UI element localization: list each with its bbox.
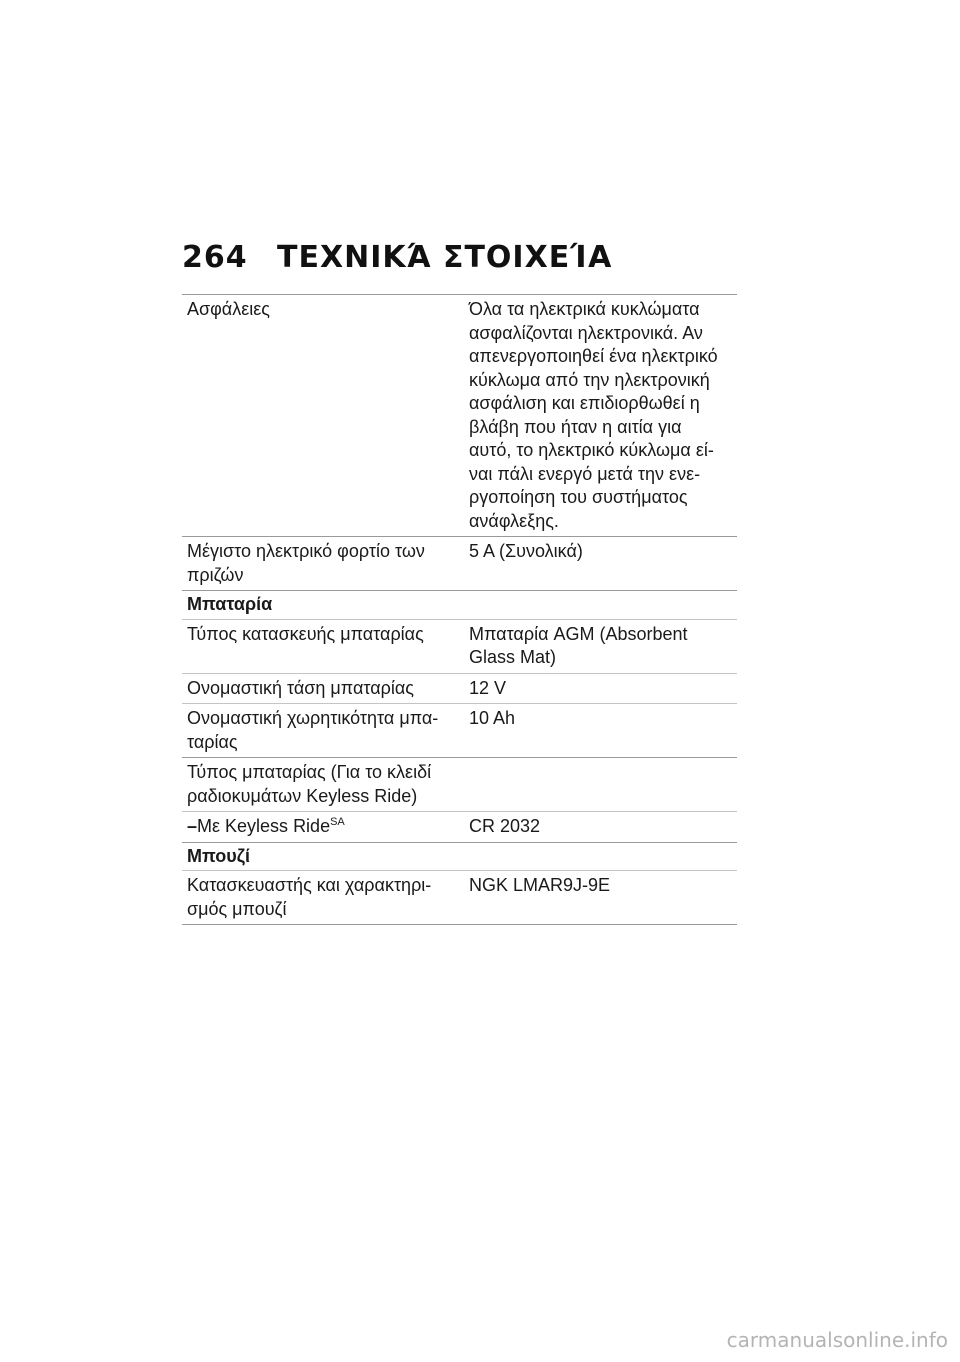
row-label-max-load: Μέγιστο ηλεκτρικό φορτίο των πριζών [182,537,459,591]
row-value-fuses: Όλα τα ηλεκτρικά κυκλώματα ασφαλίζονται ηλεκτρονικά. Αν απενεργοποιηθεί ένα ηλεκτρικό κύκλωμα από την ηλεκτρονική ασφάλιση και επιδιορθωθεί η βλάβη που ήταν η αιτία για αυτό, το ηλεκτρικό κύκλωμα εί- ναι πάλι ενεργό μετά την ενε- ργοποίηση του συστήματος ανάφλεξης. [459,295,737,537]
watermark: carmanualsonline.info [726,1328,948,1352]
row-label-battery-capacity: Ονομαστική χωρητικότητα μπα- ταρίας [182,704,459,758]
dash-marker: – [187,816,198,836]
row-label-spark-plug: Κατασκευαστής και χαρακτηρι- σμός μπουζί [182,871,459,925]
row-label-fuses: Ασφάλειες [182,295,459,537]
table-row [182,704,737,758]
section-label-spark-plug: Μπουζί [182,842,737,871]
row-value-battery-type: Μπαταρία AGM (Absorbent Glass Mat) [459,619,737,673]
page-header [182,240,612,275]
table-row [182,673,737,704]
table-row [182,871,737,925]
row-value-battery-voltage: 12 V [459,673,737,704]
row-value-keyless: CR 2032 [459,812,737,843]
table-row [182,619,737,673]
row-label-battery-type: Τύπος κατασκευής μπαταρίας [182,619,459,673]
section-title: ΤΕΧΝΙΚΆ ΣΤΟΙΧΕΊΑ [277,240,613,275]
row-value-spark-plug: NGK LMAR9J-9E [459,871,737,925]
table-row [182,758,737,812]
keyless-label: Με Keyless Ride [197,816,331,836]
row-value-max-load: 5 A (Συνολικά) [459,537,737,591]
row-label-key-battery: Τύπος μπαταρίας (Για το κλειδί ραδιοκυμάτων Keyless Ride) [182,758,459,812]
table-row [182,295,737,537]
row-value-battery-capacity: 10 Ah [459,704,737,758]
sa-superscript: SA [330,816,345,828]
row-label-keyless [182,812,459,843]
row-label-battery-voltage: Ονομαστική τάση μπαταρίας [182,673,459,704]
table-row [182,812,737,843]
row-value-key-battery [459,758,737,812]
section-heading-spark-plug [182,842,737,871]
section-label-battery: Μπαταρία [182,591,737,620]
section-heading-battery [182,591,737,620]
page-number: 264 [182,240,248,275]
table-row [182,537,737,591]
spec-table [182,294,737,925]
